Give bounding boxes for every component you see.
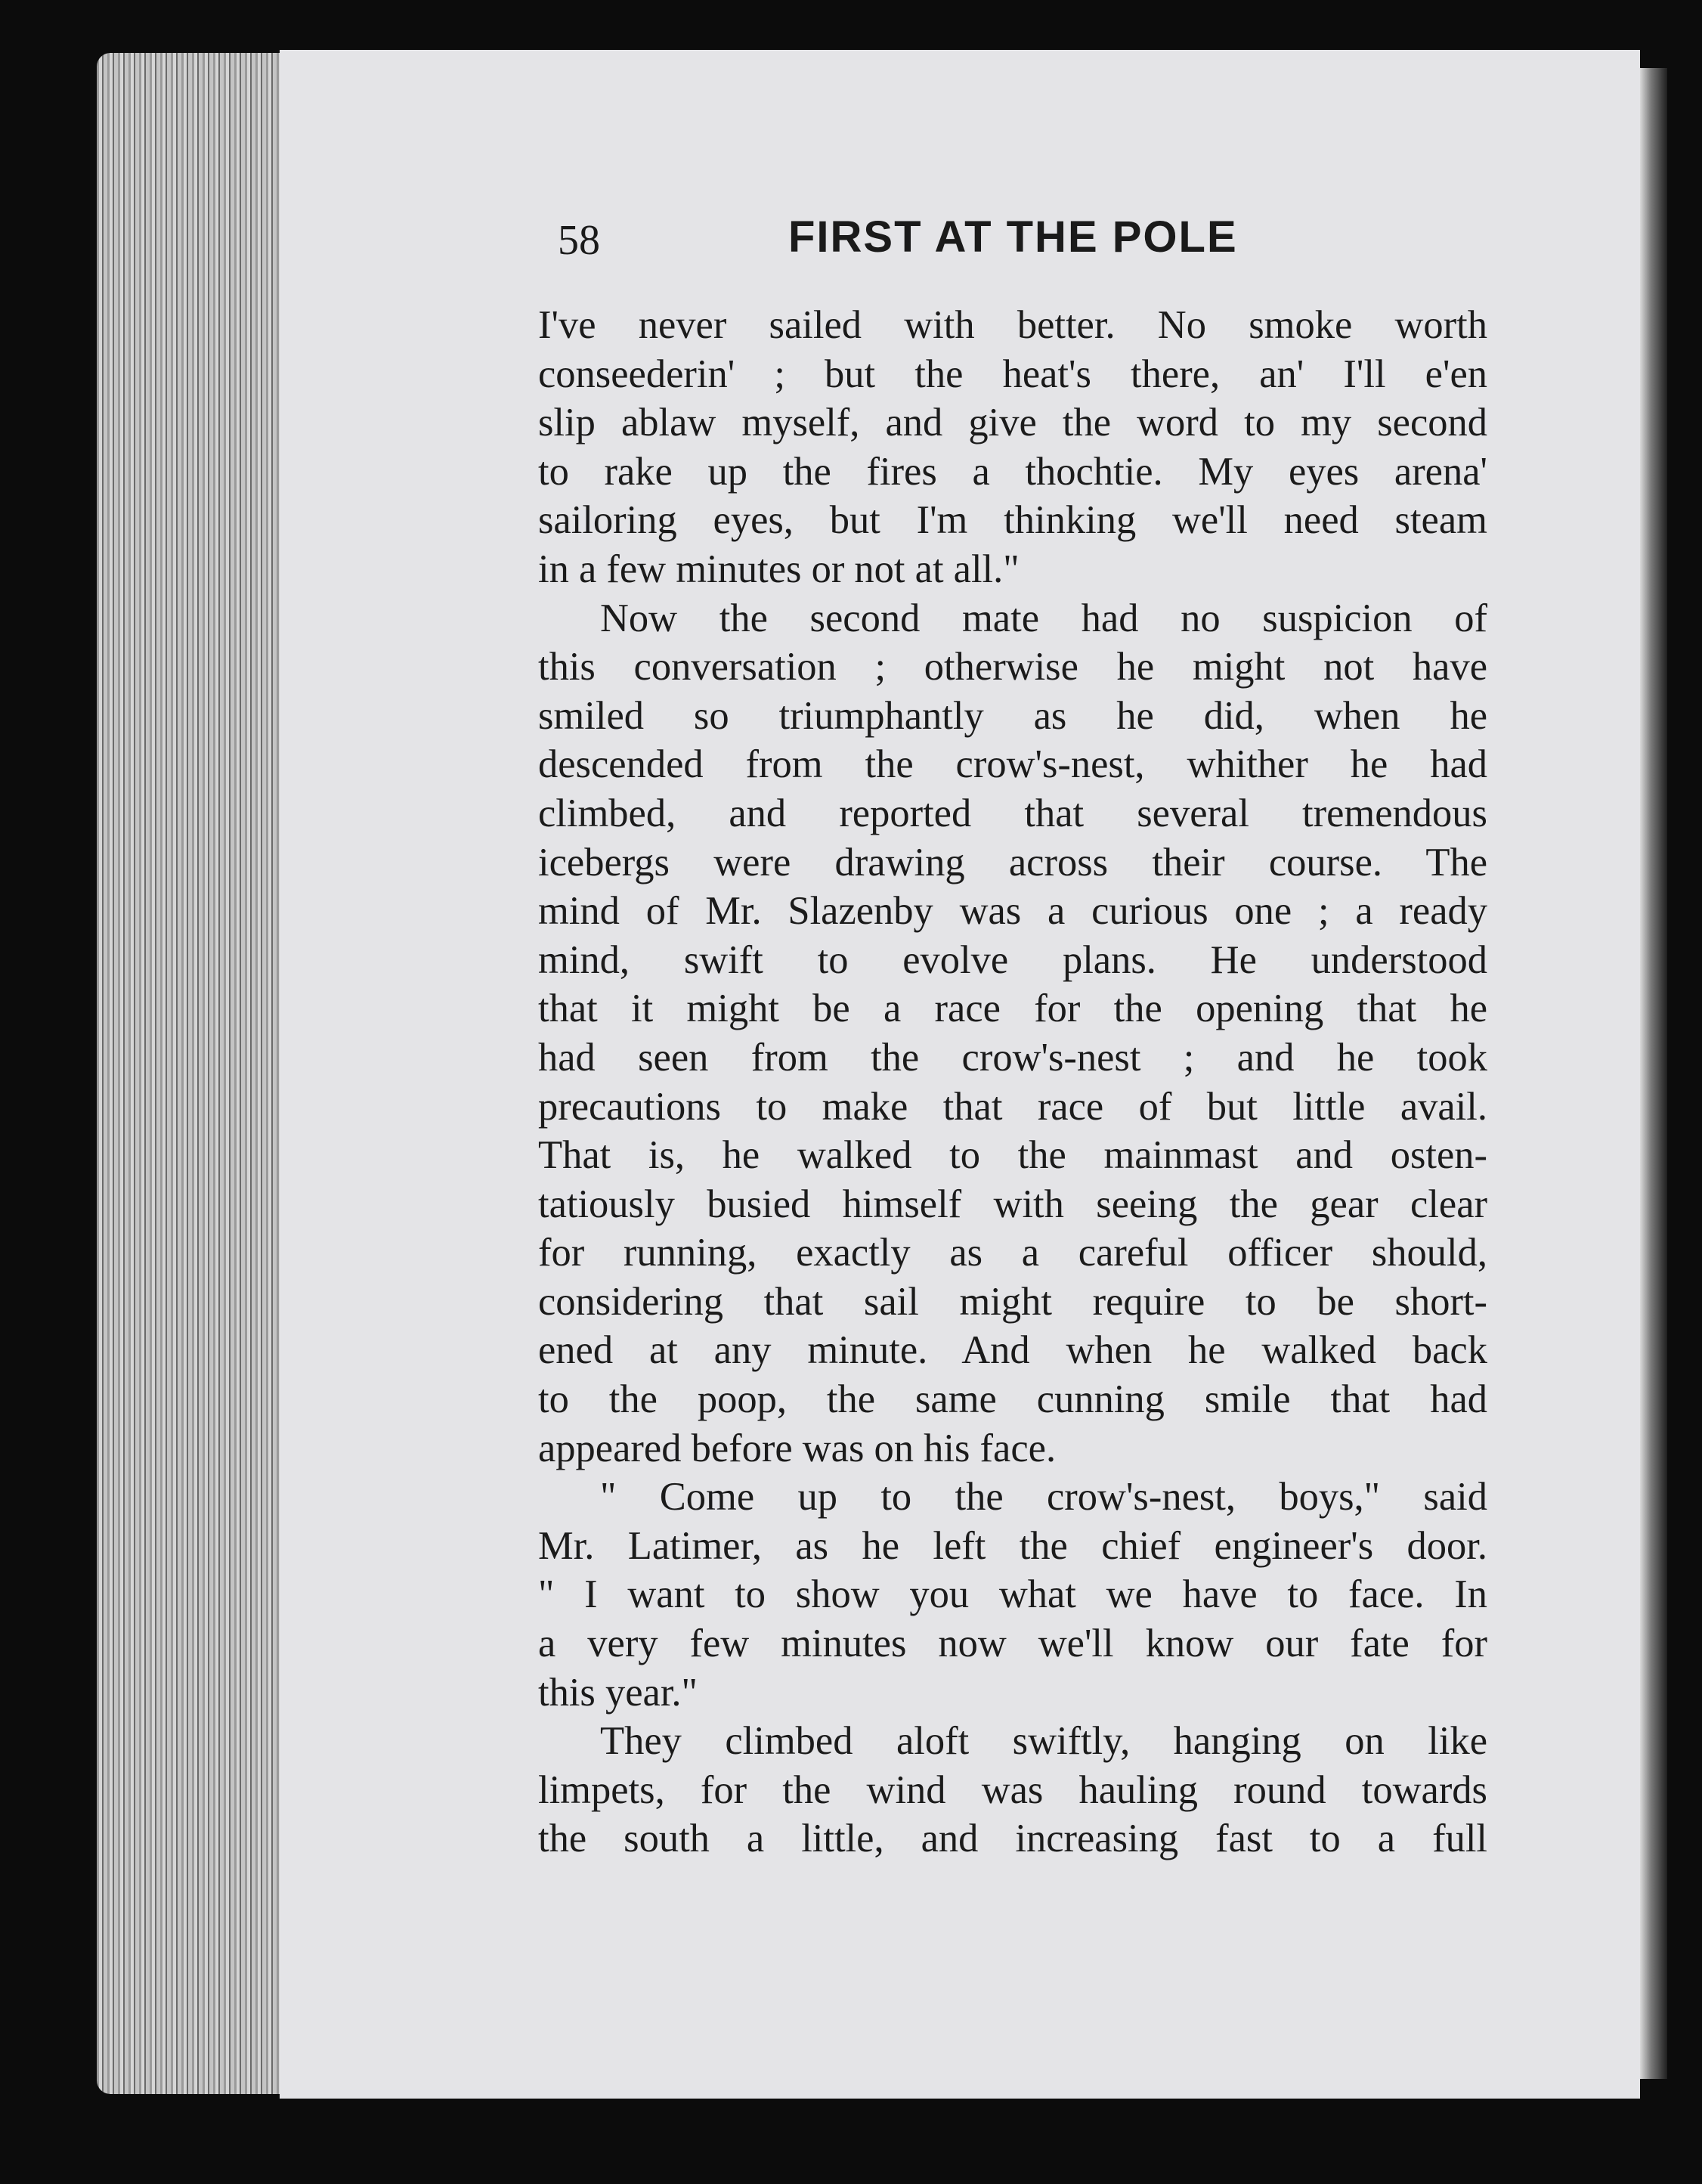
text-line: descended from the crow's-nest, whither he had [538,742,1487,787]
text-line: a very few minutes now we'll know our fate for [538,1622,1487,1666]
text-line: Now the second mate had no suspicion of [600,596,1487,640]
text-line: conseederin' ; but the heat's there, an' I'll e'en [538,352,1487,396]
text-line: precautions to make that race of but little avail. [538,1084,1487,1129]
text-line: icebergs were drawing across their course. The [538,840,1487,884]
paragraph-3 [538,1473,1487,1717]
text-line: ened at any minute. And when he walked back [538,1328,1487,1373]
text-line: appeared before was on his face. [538,1426,1057,1470]
text-line: to the poop, the same cunning smile that had [538,1377,1487,1422]
text-line: considering that sail might require to be short- [538,1279,1487,1324]
text-line: that it might be a race for the opening that he [538,987,1487,1031]
text-line: " I want to show you what we have to face. In [538,1572,1487,1617]
running-head: FIRST AT THE POLE [788,212,1238,262]
text-line: slip ablaw myself, and give the word to my second [538,401,1487,445]
text-line: had seen from the crow's-nest ; and he took [538,1035,1487,1080]
text-line: to rake up the fires a thochtie. My eyes arena' [538,449,1487,494]
text-line: the south a little, and increasing fast to a full [538,1817,1487,1861]
text-line: sailoring eyes, but I'm thinking we'll need steam [538,498,1487,543]
text-line: mind of Mr. Slazenby was a curious one ; a ready [538,889,1487,934]
page-stack-edge [97,53,292,2094]
page-number: 58 [558,217,600,264]
text-line: smiled so triumphantly as he did, when he [538,693,1487,738]
body-text [538,301,1487,1863]
paragraph-2 [538,594,1487,1473]
text-line: " Come up to the crow's-nest, boys," said [600,1475,1487,1520]
text-line: this conversation ; otherwise he might not have [538,645,1487,689]
text-line: climbed, and reported that several tremendous [538,791,1487,835]
text-line: That is, he walked to the mainmast and osten- [538,1133,1487,1178]
text-line: this year." [538,1670,698,1715]
text-line: for running, exactly as a careful officer should, [538,1231,1487,1275]
text-line: limpets, for the wind was hauling round towards [538,1767,1487,1812]
text-line: I've never sailed with better. No smoke worth [538,303,1487,347]
text-line: in a few minutes or not at all." [538,547,1020,591]
text-line: tatiously busied himself with seeing the gear clear [538,1182,1487,1226]
text-line: They climbed aloft swiftly, hanging on like [600,1719,1487,1764]
paragraph-1 [538,301,1487,594]
page-gutter-shadow [1640,68,1667,2079]
text-line: Mr. Latimer, as he left the chief engineer's door. [538,1523,1487,1568]
page-header [558,212,1487,280]
text-line: mind, swift to evolve plans. He understood [538,937,1487,982]
paragraph-4 [538,1717,1487,1863]
